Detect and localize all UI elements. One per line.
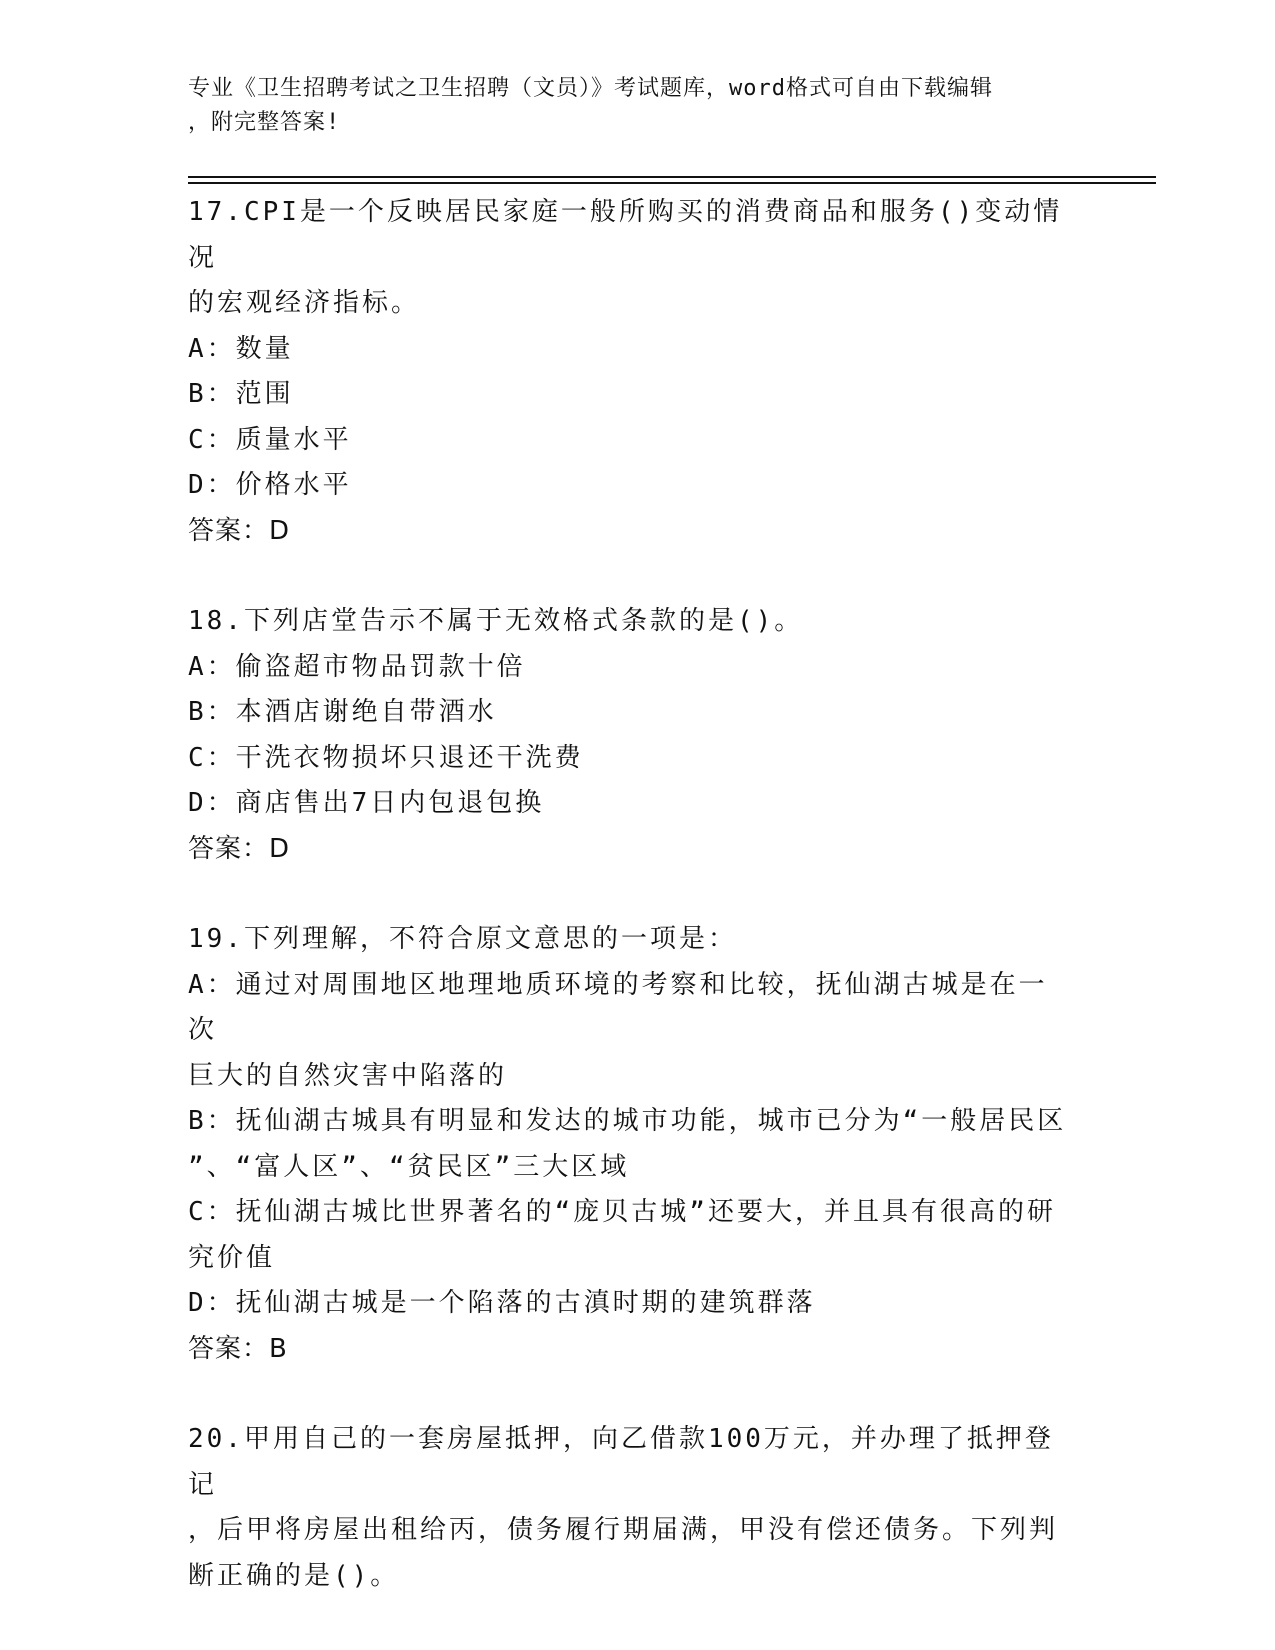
answer-line: 答案：B [188,1333,288,1364]
header-divider-top [188,176,1156,178]
question-stem-line: 19.下列理解，不符合原文意思的一项是： [188,924,737,954]
question-18 [188,599,1068,872]
option-c: C：质量水平 [188,424,352,455]
option-a-continued: 巨大的自然灾害中陷落的 [188,1060,508,1091]
option-d: D：商店售出7日内包退包换 [188,788,545,818]
option-b-continued: ”、“富人区”、“贫民区”三大区域 [188,1151,630,1182]
question-17 [188,190,1068,554]
spacer [188,554,1068,599]
header-line-1: 专业《卫生招聘考试之卫生招聘（文员）》考试题库，word格式可自由下载编辑 [188,76,993,101]
question-stem-line: 的宏观经济指标。 [188,288,421,318]
option-a: A：通过对周围地区地理地质环境的考察和比较，抚仙湖古城是在一次 [188,969,1048,1045]
option-c: C：干洗衣物损坏只退还干洗费 [188,742,584,773]
question-stem-line: 断正确的是()。 [188,1560,400,1591]
document-header [188,72,1068,140]
question-19 [188,917,1068,1372]
option-c: C：抚仙湖古城比世界著名的“庞贝古城”还要大，并且具有很高的研 [188,1197,1056,1227]
header-line-2: ，附完整答案! [188,110,341,135]
spacer [188,1372,1068,1417]
question-stem-line: 18.下列店堂告示不属于无效格式条款的是()。 [188,606,804,636]
question-stem-line: 17.CPI是一个反映居民家庭一般所购买的消费商品和服务()变动情况 [188,197,1063,273]
answer-line: 答案：D [188,515,291,546]
header-divider-bottom [188,182,1156,184]
option-a: A：数量 [188,333,294,364]
question-list [188,190,1068,1599]
option-d: D：价格水平 [188,470,352,500]
option-d: D：抚仙湖古城是一个陷落的古滇时期的建筑群落 [188,1288,816,1318]
option-b: B：抚仙湖古城具有明显和发达的城市功能，城市已分为“一般居民区 [188,1106,1067,1136]
option-c-continued: 究价值 [188,1242,276,1273]
option-b: B：本酒店谢绝自带酒水 [188,697,497,727]
question-stem-line: 20.甲用自己的一套房屋抵押，向乙借款100万元，并办理了抵押登记 [188,1424,1054,1500]
question-stem-line: ，后甲将房屋出租给丙，债务履行期届满，甲没有偿还债务。下列判 [188,1515,1059,1545]
option-b: B：范围 [188,379,294,409]
spacer [188,872,1068,917]
answer-line: 答案：D [188,833,291,864]
question-20 [188,1417,1068,1599]
option-a: A：偷盗超市物品罚款十倍 [188,651,526,682]
